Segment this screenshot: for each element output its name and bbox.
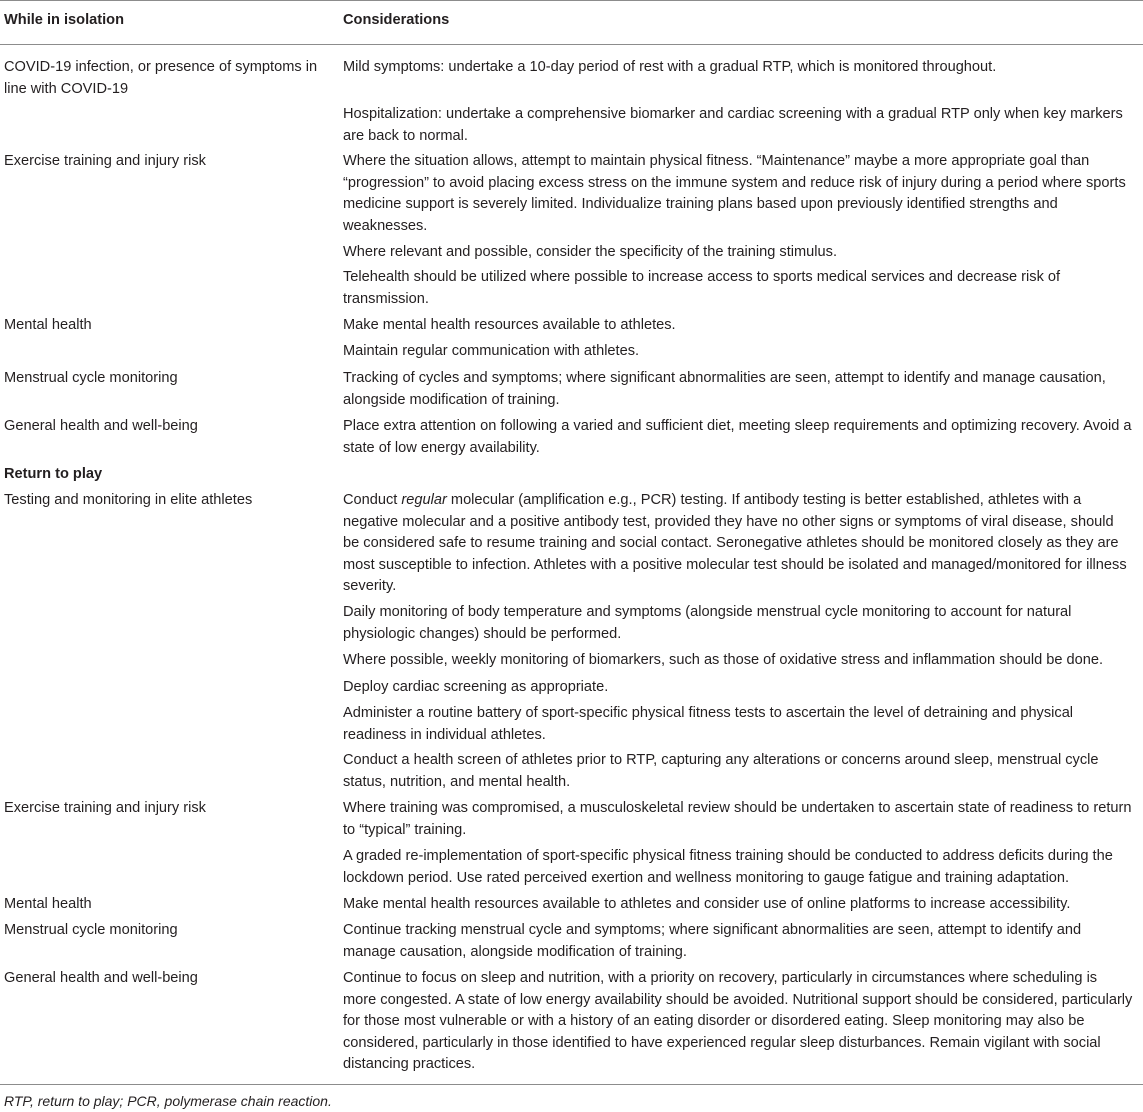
consideration-item: A graded re-implementation of sport-specific physical fitness training should be conducted to address deficits during the lockdown period. Use rated perceived exertion and wellness monitoring to gauge fatigue and training adaptation. — [343, 848, 1113, 886]
consideration-item: Conduct a health screen of athletes prior to RTP, capturing any alterations or concerns around sleep, menstrual cycle status, nutrition, and mental health. — [343, 752, 1099, 790]
consideration-item: Make mental health resources available to athletes. — [343, 317, 676, 333]
consideration-item: Administer a routine battery of sport-specific physical fitness tests to ascertain the level of detraining and physical readiness in individual athletes. — [343, 705, 1074, 743]
consideration-text: Conduct — [343, 492, 402, 508]
row-label: General health and well-being — [4, 418, 198, 434]
consideration-item: Tracking of cycles and symptoms; where significant abnormalities are seen, attempt to identify and manage causation, alongside modification of training. — [343, 370, 1106, 408]
consideration-text: molecular (amplification e.g., PCR) testing. If antibody testing is better established, athletes with a negative molecular and a positive antibody test, provided they have no other signs or symptoms of viral disease, should be considered safe to resume training and social contact. Seronegative athletes should be monitored closely as they are most susceptible to infection. Athletes with a positive molecular test should be isolated and managed/monitored for illness severity. — [343, 492, 1127, 595]
consideration-item — [343, 490, 1133, 598]
consideration-item: Mild symptoms: undertake a 10-day period of rest with a gradual RTP, which is monitored throughout. — [343, 59, 997, 75]
consideration-item: Where training was compromised, a musculoskeletal review should be undertaken to ascertain state of readiness to return to “typical” training. — [343, 800, 1132, 838]
consideration-item: Telehealth should be utilized where possible to increase access to sports medical services and decrease risk of transmission. — [343, 269, 1061, 307]
row-label: Exercise training and injury risk — [4, 153, 206, 169]
consideration-item: Where relevant and possible, consider the specificity of the training stimulus. — [343, 244, 837, 260]
column-header-while-in-isolation: While in isolation — [4, 12, 124, 28]
consideration-item: Deploy cardiac screening as appropriate. — [343, 679, 609, 695]
row-label: Menstrual cycle monitoring — [4, 922, 178, 938]
consideration-item: Continue tracking menstrual cycle and symptoms; where significant abnormalities are seen, attempt to identify and manage causation, alongside modification of training. — [343, 922, 1082, 960]
consideration-item: Where the situation allows, attempt to maintain physical fitness. “Maintenance” maybe a more appropriate goal than “progression” to avoid placing excess stress on the immune system and reduce risk of injury during a period where sports medicine support is severely limited. Individualize training plans based upon previously identified strengths and weaknesses. — [343, 153, 1126, 234]
consideration-item: Continue to focus on sleep and nutrition, with a priority on recovery, particularly in circumstances where scheduling is more congested. A state of low energy availability should be avoided. Nutritional support should be considered, particularly for those most vulnerable or with a history of an eating disorder or disordered eating. Sleep monitoring may also be considered, particularly in those identified to have experienced regular sleep disturbances. Remain vigilant with social distancing practices. — [343, 970, 1133, 1073]
consideration-item: Where possible, weekly monitoring of biomarkers, such as those of oxidative stress and inflammation should be done. — [343, 652, 1104, 668]
row-label: Mental health — [4, 317, 92, 333]
table-footnote: RTP, return to play; PCR, polymerase chain reaction. — [4, 1093, 332, 1109]
row-label: COVID-19 infection, or presence of symptoms in line with COVID-19 — [4, 59, 318, 97]
row-label: General health and well-being — [4, 970, 198, 986]
section-heading-return-to-play: Return to play — [4, 466, 103, 482]
column-header-considerations: Considerations — [343, 12, 450, 28]
consideration-item: Hospitalization: undertake a comprehensive biomarker and cardiac screening with a gradual RTP only when key markers are back to normal. — [343, 106, 1123, 144]
table-top-rule — [0, 0, 1143, 1]
row-label: Mental health — [4, 896, 92, 912]
table-header-rule — [0, 44, 1143, 45]
row-label: Exercise training and injury risk — [4, 800, 206, 816]
row-label: Menstrual cycle monitoring — [4, 370, 178, 386]
consideration-item: Daily monitoring of body temperature and symptoms (alongside menstrual cycle monitoring to account for natural physiologic changes) should be performed. — [343, 604, 1072, 642]
consideration-item: Place extra attention on following a varied and sufficient diet, meeting sleep requirements and optimizing recovery. Avoid a state of low energy availability. — [343, 418, 1132, 456]
consideration-item: Make mental health resources available to athletes and consider use of online platforms to increase accessibility. — [343, 896, 1071, 912]
consideration-item: Maintain regular communication with athletes. — [343, 343, 640, 359]
row-label: Testing and monitoring in elite athletes — [4, 492, 253, 508]
consideration-emphasis: regular — [401, 492, 447, 508]
table-bottom-rule — [0, 1084, 1143, 1085]
